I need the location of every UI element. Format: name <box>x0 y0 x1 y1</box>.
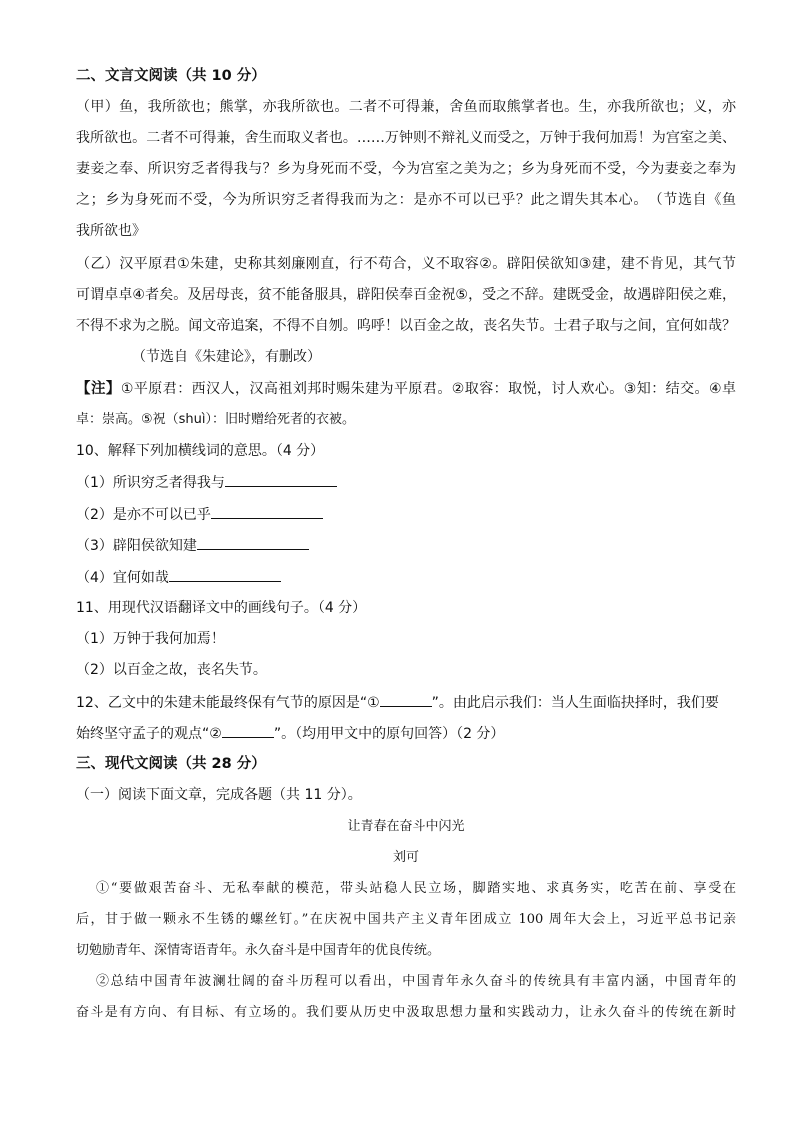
q10-item-text: （4）宜何如哉 <box>76 570 169 586</box>
yi-line: （乙）汉平原君①朱建，史称其刻廉刚直，行不苟合，义不取容②。辟阳侯欲知③建，建不肯见，其气节 <box>76 256 736 272</box>
answer-blank[interactable] <box>211 504 323 519</box>
answer-blank[interactable] <box>225 472 337 487</box>
q12-text: ”。由此启示我们：当人生面临抉择时，我们要 <box>431 695 719 711</box>
q12-text: 始终坚守孟子的观点“② <box>76 726 222 742</box>
article-paragraph-line: 切勉励青年、深情寄语青年。永久奋斗是中国青年的优良传统。 <box>76 943 441 958</box>
subsection-intro: （一）阅读下面文章，完成各题（共 11 分）。 <box>76 787 362 803</box>
note-line: 卓：崇高。⑤祝（shuì）：旧时赠给死者的衣被。 <box>76 412 356 427</box>
question-10: 10、解释下列加横线词的意思。（4 分） <box>76 443 325 459</box>
q10-item <box>76 567 281 588</box>
q10-item-text: （3）辟阳侯欲知建 <box>76 538 197 554</box>
section2-heading: 二、文言文阅读（共 10 分） <box>76 68 266 84</box>
jia-line: 之；乡为身死而不受，今为所识穷乏者得我而为之：是亦不可以已乎？此之谓失其本心。 （节选自《鱼 <box>76 192 736 208</box>
q10-item-text: （1）所识穷乏者得我与 <box>76 475 225 491</box>
question-11: 11、用现代汉语翻译文中的画线句子。（4 分） <box>76 600 367 616</box>
question-12-line <box>76 692 719 713</box>
answer-blank[interactable] <box>222 723 274 738</box>
note-label: 【注】 <box>76 381 121 397</box>
q12-text: 12、乙文中的朱建未能最终保有气节的原因是“① <box>76 695 380 711</box>
jia-line: （甲）鱼，我所欲也；熊掌，亦我所欲也。二者不可得兼，舍鱼而取熊掌者也。生，亦我所欲也；义，亦 <box>76 99 736 115</box>
answer-blank[interactable] <box>169 567 281 582</box>
jia-line: 我所欲也。二者不可得兼，舍生而取义者也。……万钟则不辩礼义而受之，万钟于我何加焉！为宫室之美、 <box>76 130 736 146</box>
q10-item <box>76 472 337 493</box>
article-paragraph-line: 奋斗是有方向、有目标、有立场的。我们要从历史中汲取思想力量和实践动力，让永久奋斗的传统在新时 <box>76 1005 736 1020</box>
article-paragraph-line: ①“要做艰苦奋斗、无私奉献的模范，带头站稳人民立场，脚踏实地、求真务实，吃苦在前、享受在 <box>96 881 736 896</box>
q11-item: （1）万钟于我何加焉！ <box>76 631 225 647</box>
answer-blank[interactable] <box>197 535 309 550</box>
article-title: 让青春在奋斗中闪光 <box>347 819 465 834</box>
note-line <box>76 379 736 399</box>
article-paragraph-line: ②总结中国青年波澜壮阔的奋斗历程可以看出，中国青年永久奋斗的传统具有丰富内涵，中国青年的 <box>96 974 736 989</box>
q12-text: ”。（均用甲文中的原句回答）（2 分） <box>273 726 505 742</box>
question-12-line <box>76 723 504 744</box>
note-text: ①平原君：西汉人，汉高祖刘邦时赐朱建为平原君。②取容：取悦，讨人欢心。③知：结交。④卓 <box>120 381 737 397</box>
section3-heading: 三、现代文阅读（共 28 分） <box>76 756 266 772</box>
jia-line: 妻妾之奉、所识穷乏者得我与？乡为身死而不受，今为宫室之美为之；乡为身死而不受，今为妻妾之奉为 <box>76 161 736 177</box>
q10-item-text: （2）是亦不可以已乎 <box>76 507 211 523</box>
article-paragraph-line: 后，甘于做一颗永不生锈的螺丝钉。”在庆祝中国共产主义青年团成立 100 周年大会上，习近平总书记亲 <box>76 912 736 927</box>
q11-item: （2）以百金之故，丧名失节。 <box>76 662 267 678</box>
article-author: 刘可 <box>392 850 419 865</box>
yi-line: 可谓卓卓④者矣。及居母丧，贫不能备服具，辟阳侯奉百金祝⑤，受之不辞。建既受金，故遇辟阳侯之难， <box>76 287 736 303</box>
jia-line: 我所欲也》 <box>76 223 146 239</box>
answer-blank[interactable] <box>380 692 432 707</box>
yi-line: 不得不求为之脱。闻文帝追案，不得不自刎。呜呼！以百金之故，丧名失节。士君子取与之间，宜何如哉？ <box>76 318 736 334</box>
yi-source: （节选自《朱建论》，有删改） <box>132 349 321 365</box>
q10-item <box>76 504 323 525</box>
q10-item <box>76 535 309 556</box>
